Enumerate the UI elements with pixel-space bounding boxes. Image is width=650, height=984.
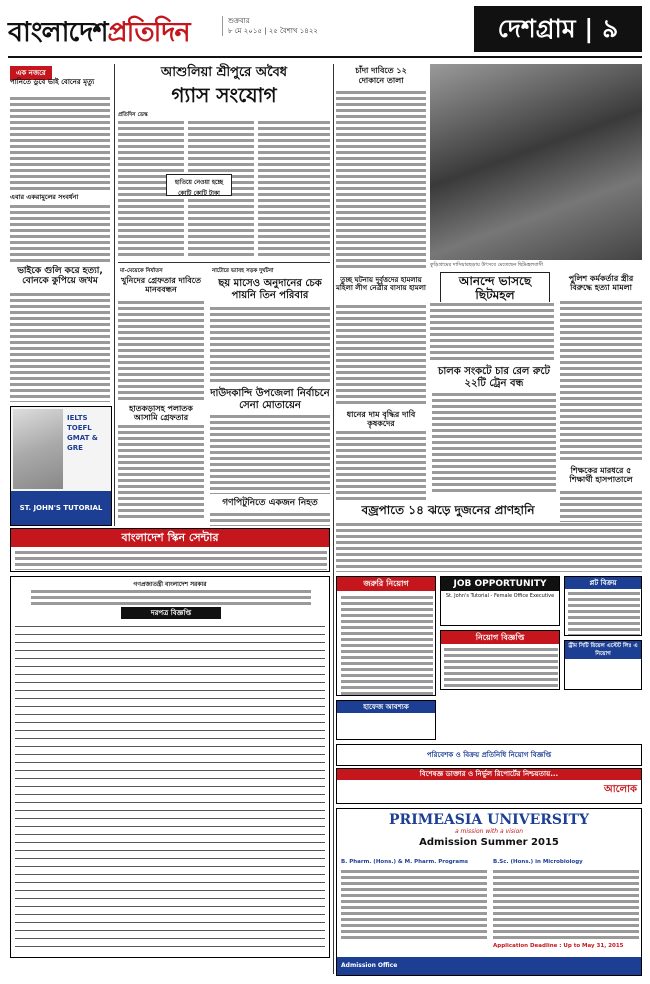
story-extortion-body (336, 90, 426, 270)
story-teacher-headline: শিক্ষকের মারধরে ৫ শিক্ষার্থী হাসপাতালে (569, 466, 633, 485)
story-accident-body (210, 306, 330, 384)
logo-main: বাংলাদেশ (8, 17, 108, 48)
story-lynch-headline: গণপিটুনিতে একজন নিহত (222, 498, 318, 508)
university-name: PRIMEASIA UNIVERSITY (389, 812, 589, 828)
niyog-body (444, 647, 558, 689)
section-name: দেশগ্রাম (497, 14, 576, 43)
deadline: Application Deadline : Up to May 31, 2015 (493, 943, 624, 949)
university-tagline: a mission with a vision (454, 828, 524, 835)
tender-table (15, 619, 325, 953)
story-drowning-title: পানিতে ডুবে ভাই বোনের মৃত্যু (10, 78, 95, 86)
story-election-body (210, 414, 330, 494)
story-paddy-headline: ধানের দাম বৃদ্ধির দাবি কৃষকদের (346, 410, 416, 429)
story-attack-body (336, 304, 426, 404)
story-enclave-headline: আনন্দে ভাসছে ছিটমহল (440, 272, 550, 306)
story-attack-headline: তুচ্ছ ঘটনায় দুর্বৃত্তদের হামলায় মহিলা লীগ নেত্রীর বাসায় হামলা (336, 276, 426, 293)
tender-intro (31, 589, 311, 605)
university-ad (336, 808, 642, 976)
urgent-title: জরুরি নিয়োগ (337, 577, 435, 591)
page-number: ৯ (602, 14, 619, 43)
story-shot-body (10, 292, 110, 402)
story-police-wife-body (560, 300, 642, 460)
ad-student-photo (13, 409, 63, 489)
story-drowning-body (10, 96, 110, 192)
plot-sale-title: প্লট বিক্রয় (565, 577, 641, 589)
story-escape-headline: হাতকড়াসহ পলাতক আসামি গ্রেফতার (129, 404, 193, 423)
pharm-programs: B. Pharm. (Hons.) & M. Pharm. Programs (341, 859, 469, 865)
story-escape-body (118, 424, 204, 520)
celebration-photo (430, 64, 642, 260)
skin-center-title: বাংলাদেশ স্কিন সেন্টার (11, 529, 329, 547)
story-lightning-body (336, 522, 642, 572)
story-lightning-headline: বজ্রপাতে ১৪ ঝড়ে দুজনের প্রাণহানি (361, 503, 535, 517)
lead-inset: হাতিয়ে নেওয়া হচ্ছে কোটি কোটি টাকা (166, 174, 232, 196)
ad-school-name: ST. JOHN'S TUTORIAL (11, 491, 111, 525)
column-divider (333, 64, 334, 974)
niyog-title: নিয়োগ বিজ্ঞপ্তি (441, 631, 559, 644)
plot-sale-body (568, 591, 640, 635)
photo-caption: কুড়িগ্রামের দাসিয়ারছড়ায় উৎসবে মেতেছেন ছিটমহলবাসী (430, 262, 544, 268)
hafez-ad (336, 700, 436, 740)
job-ad (440, 576, 560, 626)
skin-center-ad (10, 528, 330, 572)
ad-ielts: IELTS (67, 414, 88, 422)
story-train-body (432, 392, 556, 492)
story-shot-title: ভাইকে গুলি করে হত্যা, বোনকে কুপিয়ে জখম (17, 266, 103, 287)
lead-headline: গ্যাস সংযোগ (171, 83, 277, 107)
lead-body-col3 (258, 120, 330, 256)
story-police-wife-headline: পুলিশ কর্মকর্তার স্ত্রীর বিরুদ্ধে হত্যা মামলা (568, 274, 634, 293)
story-kicker-accident: নাটোরে ভ্যাবহ সড়ক দুর্ঘটনা (212, 268, 274, 274)
story-rally-headline: খুনিদের গ্রেফতার দাবিতে মানববন্ধন (121, 276, 201, 295)
hafez-title: হাফেজ আবশ্যক (337, 701, 435, 713)
urgent-body (341, 595, 433, 695)
job-title: JOB OPPORTUNITY (441, 577, 559, 591)
newspaper-logo (8, 12, 190, 57)
tender-title: দরপত্র বিজ্ঞপ্তি (121, 607, 221, 619)
story-extortion-kicker: চাঁদা দাবিতে ১২ (355, 66, 407, 75)
tender-header: গণপ্রজাতন্ত্রী বাংলাদেশ সরকার (133, 581, 207, 588)
date: ৮ মে ২০১৫ | ২৫ বৈশাখ ১৪২২ (228, 27, 318, 35)
dream-city-ad (564, 640, 642, 690)
skin-center-body (15, 550, 327, 570)
weekday: শুক্রবার (228, 17, 250, 25)
story-rally-body (118, 300, 204, 400)
column-divider-left (114, 64, 115, 526)
job-line: St. John's Tutorial - Female Office Executive (445, 593, 555, 599)
plot-sale-ad (564, 576, 642, 636)
logo-accent: প্রতিদিন (107, 17, 190, 48)
story-kicker-rally: মা-মেয়েকে নির্যাতন (120, 268, 163, 274)
admission-office: Admission Office (337, 957, 641, 975)
ad-gmat: GMAT & GRE (67, 434, 98, 452)
story-train-headline: চালক সংকটে চার রেল রুটে ২২টি ট্রেন বন্ধ (438, 366, 550, 389)
story-election-headline: দাউদকান্দি উপজেলা নির্বাচনে সেনা মোতায়েন (210, 388, 330, 411)
masthead (8, 6, 642, 58)
story-reception-body (10, 204, 110, 264)
story-paddy-body (336, 430, 426, 500)
ad-toefl: TOEFL (67, 424, 92, 432)
story-lynch-body (210, 512, 330, 526)
dream-city-title: ড্রীম সিটি রিয়েল এস্টেট লিঃ এ নিয়োগ (565, 641, 641, 659)
alok-brand: আলোক (603, 784, 637, 795)
date-box (222, 16, 318, 36)
pharma-ad (336, 744, 642, 766)
diagnostic-title: বিশেষজ্ঞ ডাক্তার ও নির্ভুল রিপোর্টের নিশ্চয়তায়... (337, 769, 641, 780)
lead-reporter: প্রতিদিন ডেস্ক (118, 112, 148, 118)
tender-notice (10, 576, 330, 958)
micro-programs: B.Sc. (Hons.) in Microbiology (493, 859, 583, 865)
niyog-ad (440, 630, 560, 690)
lead-rule (118, 262, 330, 263)
lead-kicker: আশুলিয়া শ্রীপুরে অবৈধ (160, 65, 288, 80)
diagnostic-ad (336, 768, 642, 804)
at-a-glance-tag: এক নজরে (10, 66, 52, 80)
micro-programs-body (493, 869, 639, 939)
pharm-programs-body (341, 869, 487, 939)
story-extortion-headline: দোকানে তালা (358, 76, 404, 85)
story-accident-headline: ছয় মাসেও অনুদানের চেক পায়নি তিন পরিবার (218, 278, 322, 301)
urgent-ad (336, 576, 436, 696)
pharma-title: পরিবেশক ও বিক্রয় প্রতিনিধি নিয়োগ বিজ্ঞপ্তি (426, 751, 552, 759)
story-reception-title: এবার একরামুলের সংবর্ধনা (10, 193, 79, 201)
admission-title: Admission Summer 2015 (419, 837, 559, 848)
section-banner: দেশগ্রাম | ৯ (474, 6, 642, 52)
story-enclave-body (430, 302, 554, 362)
tutorial-ad (10, 406, 112, 526)
